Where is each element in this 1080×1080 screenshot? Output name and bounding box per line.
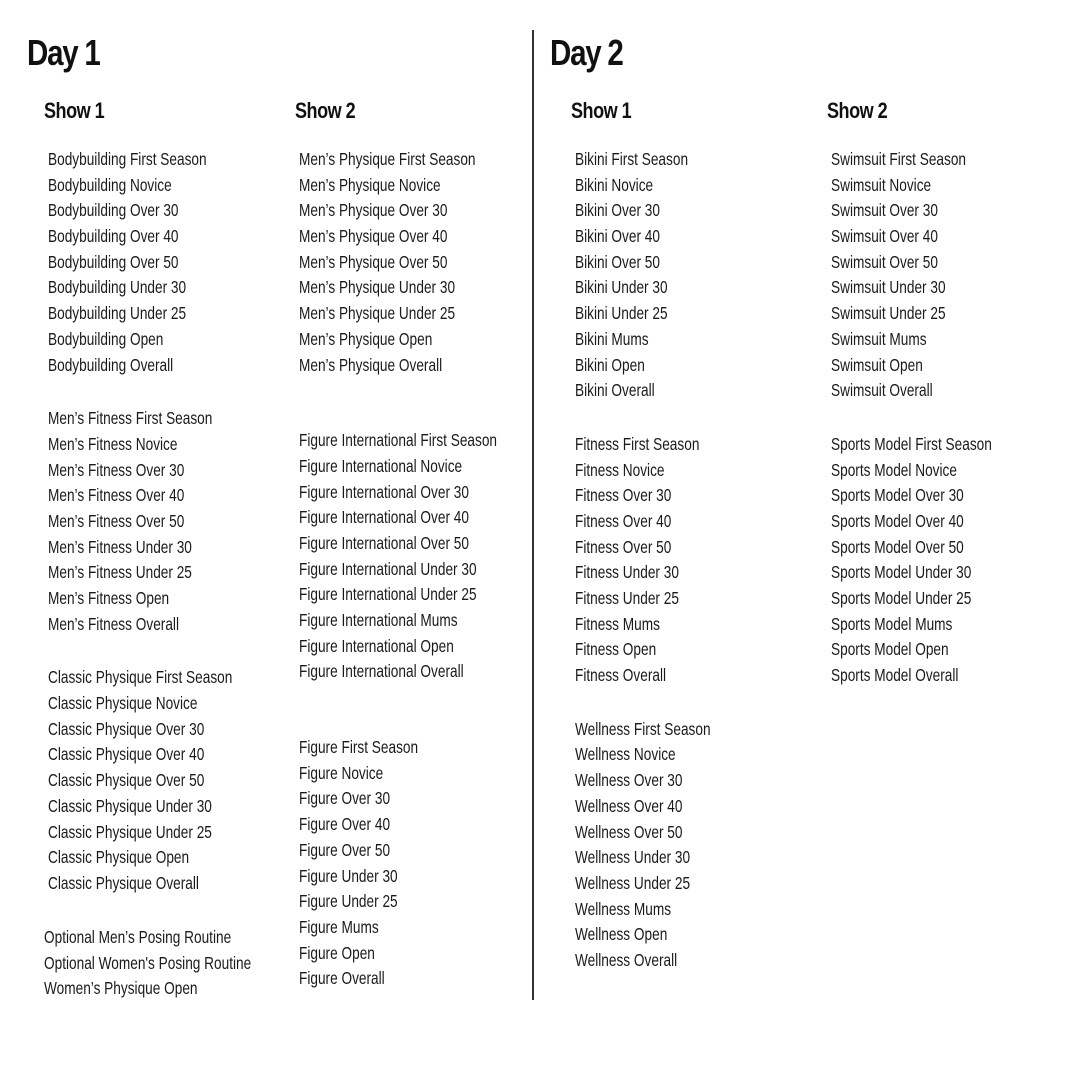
class-item: Swimsuit Overall — [831, 380, 933, 401]
class-item: Wellness Novice — [575, 744, 676, 765]
class-item: Men’s Fitness Under 30 — [48, 536, 192, 557]
class-item: Classic Physique Novice — [48, 693, 198, 714]
class-item: Figure Over 50 — [299, 839, 391, 860]
class-item: Fitness Overall — [575, 665, 667, 686]
class-item: Men’s Physique Novice — [299, 174, 441, 195]
class-item: Classic Physique Over 50 — [48, 770, 205, 791]
class-item: Classic Physique Under 25 — [48, 821, 212, 842]
class-item: Sports Model Under 30 — [831, 562, 972, 583]
class-item: Swimsuit Under 30 — [831, 277, 946, 298]
class-item: Figure International Overall — [299, 661, 464, 682]
class-item: Bodybuilding Under 30 — [48, 277, 187, 298]
class-item: Wellness Under 30 — [575, 847, 691, 868]
class-item: Bodybuilding Novice — [48, 174, 172, 195]
class-item: Bodybuilding Over 50 — [48, 251, 179, 272]
class-item: Bikini Under 30 — [575, 277, 668, 298]
class-item: Bodybuilding Overall — [48, 354, 174, 375]
group-spacer — [575, 689, 711, 717]
group-spacer — [48, 378, 232, 406]
class-item: Sports Model Overall — [831, 665, 959, 686]
day-1-show-1-class-list — [48, 147, 232, 897]
class-item: Fitness Over 30 — [575, 485, 672, 506]
class-item: Swimsuit Open — [831, 354, 923, 375]
class-item: Classic Physique Open — [48, 847, 190, 868]
class-item: Men’s Fitness Novice — [48, 433, 178, 454]
class-item: Bikini Over 40 — [575, 226, 660, 247]
class-item: Bikini First Season — [575, 149, 689, 169]
class-item: Men’s Fitness Over 50 — [48, 510, 185, 531]
group-spacer — [299, 685, 497, 735]
class-item: Men’s Physique Under 30 — [299, 277, 456, 298]
class-item: Men’s Physique Over 30 — [299, 200, 448, 221]
class-item: Fitness Under 25 — [575, 588, 679, 608]
class-item: Figure Open — [299, 942, 375, 963]
class-item: Men’s Physique First Season — [299, 149, 476, 169]
class-item: Wellness First Season — [575, 718, 711, 739]
class-item: Wellness Under 25 — [575, 872, 691, 893]
group-spacer — [831, 404, 992, 432]
day-2-show-1-class-list — [575, 147, 711, 974]
class-item: Bikini Open — [575, 354, 645, 375]
class-item: Sports Model Mums — [831, 613, 953, 634]
class-item: Sports Model Novice — [831, 459, 957, 480]
class-item: Sports Model Open — [831, 639, 949, 660]
class-item: Bikini Under 25 — [575, 303, 668, 324]
class-item: Swimsuit Over 30 — [831, 200, 938, 221]
class-item: Bodybuilding First Season — [48, 149, 207, 169]
class-item: Sports Model First Season — [831, 433, 992, 454]
class-item: Wellness Mums — [575, 898, 672, 919]
class-item: Men’s Physique Under 25 — [299, 303, 456, 324]
class-item: Optional Men’s Posing Routine — [44, 927, 232, 947]
class-item: Sports Model Over 30 — [831, 485, 964, 506]
class-item: Bikini Overall — [575, 380, 655, 401]
class-item: Figure International Novice — [299, 455, 463, 476]
class-item: Women’s Physique Open — [44, 978, 198, 999]
day-2-title: Day 2 — [550, 32, 623, 73]
class-item: Fitness Over 50 — [575, 536, 672, 557]
day-1-show-1-extra-list — [44, 925, 251, 1002]
class-item: Fitness Mums — [575, 613, 660, 634]
class-item: Classic Physique First Season — [48, 667, 233, 688]
class-item: Figure International Under 25 — [299, 584, 477, 605]
class-item: Swimsuit Mums — [831, 328, 927, 349]
class-item: Bodybuilding Over 30 — [48, 200, 179, 221]
class-item: Figure Under 25 — [299, 891, 398, 912]
day-1-show-2-title: Show 2 — [295, 98, 356, 123]
class-item: Figure International Open — [299, 635, 454, 656]
class-item: Bikini Novice — [575, 174, 654, 195]
class-item: Men’s Fitness First Season — [48, 408, 213, 429]
day-1-show-2-class-list — [299, 147, 497, 992]
class-item: Men’s Physique Over 50 — [299, 251, 448, 272]
class-item: Figure International First Season — [299, 430, 498, 451]
class-item: Classic Physique Overall — [48, 872, 199, 893]
class-item: Fitness Over 40 — [575, 510, 672, 531]
class-item: Figure Novice — [299, 762, 384, 783]
class-item: Sports Model Over 50 — [831, 536, 964, 557]
day-divider — [532, 30, 534, 1000]
class-item: Classic Physique Under 30 — [48, 795, 212, 816]
day-2-show-1-title: Show 1 — [571, 98, 632, 123]
day-2-show-2-title: Show 2 — [827, 98, 888, 123]
class-item: Men’s Fitness Over 30 — [48, 459, 185, 480]
class-item: Men’s Physique Open — [299, 328, 433, 349]
day-2-show-2-class-list — [831, 147, 992, 689]
class-item: Swimsuit Novice — [831, 174, 932, 195]
group-spacer — [575, 404, 711, 432]
class-item: Fitness Open — [575, 639, 657, 660]
class-item: Sports Model Over 40 — [831, 510, 964, 531]
class-item: Figure Mums — [299, 916, 379, 937]
class-item: Figure Over 30 — [299, 788, 391, 809]
class-item: Fitness First Season — [575, 433, 700, 454]
class-item: Sports Model Under 25 — [831, 588, 972, 608]
class-item: Figure International Under 30 — [299, 558, 477, 579]
day-1-show-1-title: Show 1 — [44, 98, 105, 123]
class-item: Bikini Over 30 — [575, 200, 660, 221]
class-item: Wellness Overall — [575, 949, 678, 970]
class-item: Bikini Over 50 — [575, 251, 660, 272]
class-item: Bodybuilding Over 40 — [48, 226, 179, 247]
class-item: Wellness Over 50 — [575, 821, 683, 842]
class-item: Wellness Over 30 — [575, 770, 683, 791]
class-item: Men’s Physique Overall — [299, 354, 443, 375]
class-item: Swimsuit Over 50 — [831, 251, 938, 272]
class-item: Figure Over 40 — [299, 814, 391, 835]
class-item: Swimsuit Over 40 — [831, 226, 938, 247]
class-item: Fitness Under 30 — [575, 562, 679, 583]
class-item: Figure International Mums — [299, 610, 458, 630]
group-spacer — [48, 637, 232, 665]
day-1-title: Day 1 — [27, 32, 100, 73]
class-item: Men’s Fitness Under 25 — [48, 562, 192, 583]
class-item: Figure Overall — [299, 968, 385, 989]
class-item: Swimsuit First Season — [831, 149, 967, 169]
class-item: Figure International Over 40 — [299, 507, 469, 528]
class-item: Optional Women's Posing Routine — [44, 952, 252, 973]
class-item: Men’s Physique Over 40 — [299, 226, 448, 247]
class-item: Classic Physique Over 30 — [48, 718, 205, 739]
class-item: Wellness Over 40 — [575, 795, 683, 816]
class-item: Men’s Fitness Open — [48, 588, 170, 608]
class-item: Figure International Over 30 — [299, 481, 469, 502]
class-item: Figure Under 30 — [299, 865, 398, 886]
class-item: Men’s Fitness Over 40 — [48, 485, 185, 506]
class-item: Wellness Open — [575, 924, 668, 945]
class-item: Bodybuilding Open — [48, 328, 164, 349]
class-item: Figure First Season — [299, 737, 419, 758]
class-item: Fitness Novice — [575, 459, 665, 480]
class-item: Bodybuilding Under 25 — [48, 303, 187, 324]
class-item: Swimsuit Under 25 — [831, 303, 946, 324]
class-item: Figure International Over 50 — [299, 532, 469, 553]
group-spacer — [299, 378, 497, 428]
class-item: Men’s Fitness Overall — [48, 613, 179, 634]
class-item: Bikini Mums — [575, 328, 649, 349]
class-item: Classic Physique Over 40 — [48, 744, 205, 765]
